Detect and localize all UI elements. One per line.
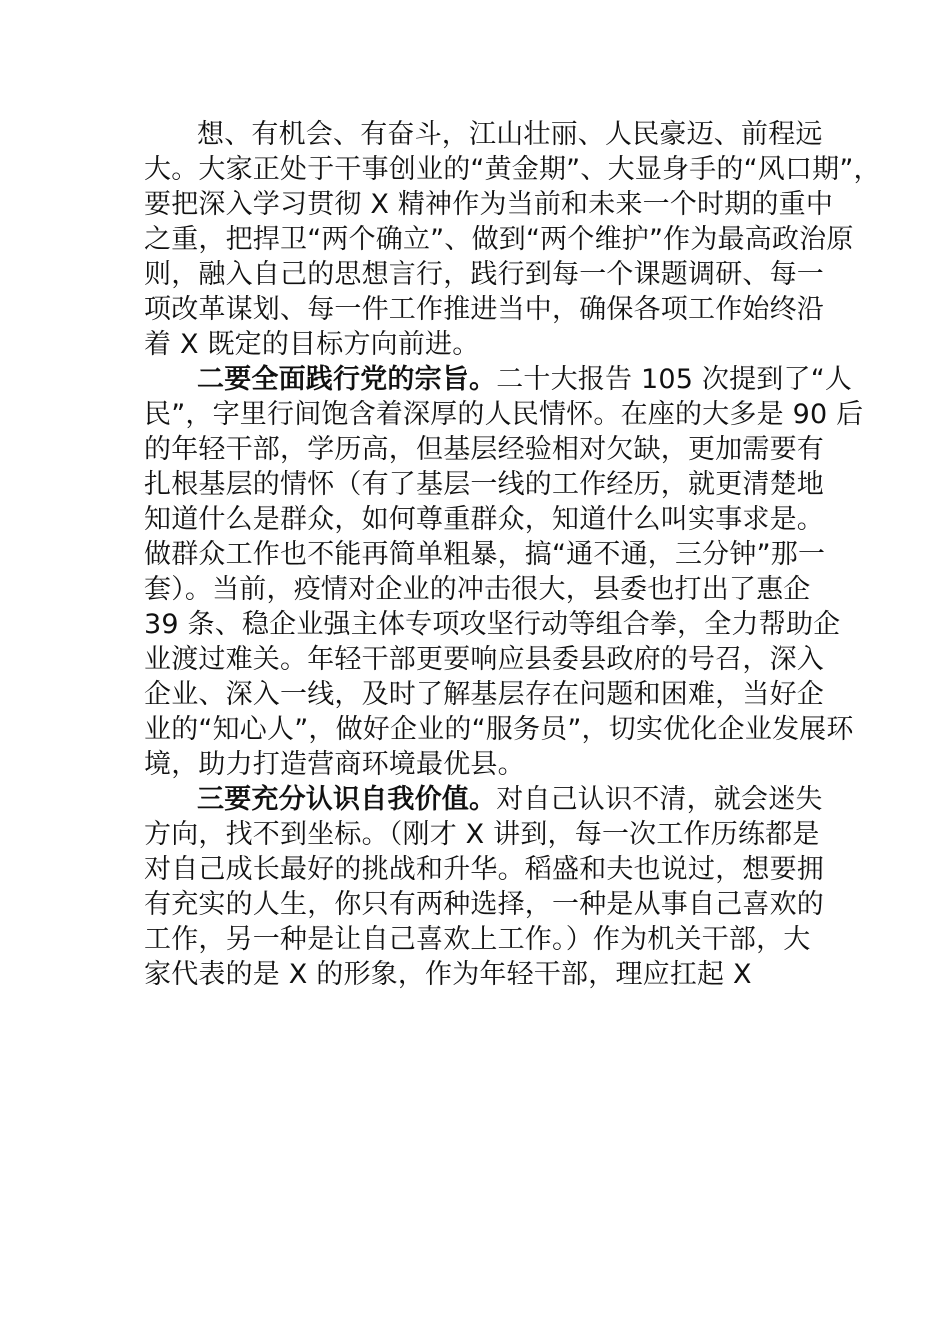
line-text: 知道什么是群众，如何尊重群众，知道什么叫实事求是。	[144, 504, 824, 535]
line-text: 要把深入学习贯彻 X 精神作为当前和未来一个时期的重中	[144, 189, 834, 220]
line-text: 二十大报告 105 次提到了“人	[496, 364, 853, 395]
line-text: 扎根基层的情怀（有了基层一线的工作经历，就更清楚地	[144, 469, 824, 500]
text-line	[144, 677, 824, 712]
text-line	[144, 117, 823, 152]
line-text: 做群众工作也不能再简单粗暴，搞“通不通，三分钟”那一	[144, 539, 826, 570]
line-text: 之重，把捍卫“两个确立”、做到“两个维护”作为最高政治原	[144, 224, 854, 255]
text-line	[144, 327, 812, 362]
text-line	[144, 957, 812, 992]
text-line	[144, 292, 824, 327]
line-text: 项改革谋划、每一件工作推进当中，确保各项工作始终沿	[144, 294, 824, 325]
paragraph	[144, 362, 864, 782]
text-line	[144, 747, 812, 782]
text-line	[144, 187, 834, 222]
line-text: 业的“知心人”，做好企业的“服务员”，切实优化企业发展环	[144, 714, 854, 745]
section-heading: 二要全面践行党的宗旨。	[197, 364, 497, 395]
line-text: 大。大家正处于干事创业的“黄金期”、大显身手的“风口期”，	[144, 154, 881, 185]
text-line	[144, 887, 824, 922]
text-line	[144, 852, 824, 887]
text-line	[144, 817, 820, 852]
text-line	[144, 432, 824, 467]
line-text: 对自己成长最好的挑战和升华。稻盛和夫也说过，想要拥	[144, 854, 824, 885]
text-line	[144, 152, 881, 187]
line-text: 企业、深入一线，及时了解基层存在问题和困难，当好企	[144, 679, 824, 710]
text-line	[144, 397, 864, 432]
line-text: 想、有机会、有奋斗，江山壮丽、人民豪迈、前程远	[197, 119, 823, 150]
line-text: 境，助力打造营商环境最优县。	[144, 749, 525, 780]
text-line	[144, 782, 823, 817]
line-text: 着 X 既定的目标方向前进。	[144, 329, 480, 360]
text-line	[144, 607, 841, 642]
line-text: 业渡过难关。年轻干部更要响应县委县政府的号召，深入	[144, 644, 824, 675]
section-heading: 三要充分认识自我价值。	[197, 784, 497, 815]
text-line	[144, 712, 854, 747]
text-line	[144, 922, 812, 957]
line-text: 家代表的是 X 的形象，作为年轻干部，理应扛起 X	[144, 959, 752, 990]
line-text: 方向，找不到坐标。（刚才 X 讲到，每一次工作历练都是	[144, 819, 820, 850]
paragraph	[144, 117, 881, 362]
document-body	[144, 117, 881, 992]
line-text: 对自己认识不清，就会迷失	[496, 784, 823, 815]
text-line	[144, 572, 812, 607]
text-line	[144, 467, 824, 502]
text-line	[144, 362, 853, 397]
line-text: 工作，另一种是让自己喜欢上工作。）作为机关干部，大	[144, 924, 811, 955]
line-text: 民”，字里行间饱含着深厚的人民情怀。在座的大多是 90 后	[144, 399, 864, 430]
line-text: 则，融入自己的思想言行，践行到每一个课题调研、每一	[144, 259, 824, 290]
text-line	[144, 537, 826, 572]
line-text: 套）。当前，疫情对企业的冲击很大，县委也打出了惠企	[144, 574, 811, 605]
text-line	[144, 257, 824, 292]
text-line	[144, 222, 854, 257]
paragraph	[144, 782, 824, 992]
line-text: 有充实的人生，你只有两种选择，一种是从事自己喜欢的	[144, 889, 824, 920]
text-line	[144, 642, 824, 677]
text-line	[144, 502, 824, 537]
line-text: 的年轻干部，学历高，但基层经验相对欠缺，更加需要有	[144, 434, 824, 465]
line-text: 39 条、稳企业强主体专项攻坚行动等组合拳，全力帮助企	[144, 609, 841, 640]
